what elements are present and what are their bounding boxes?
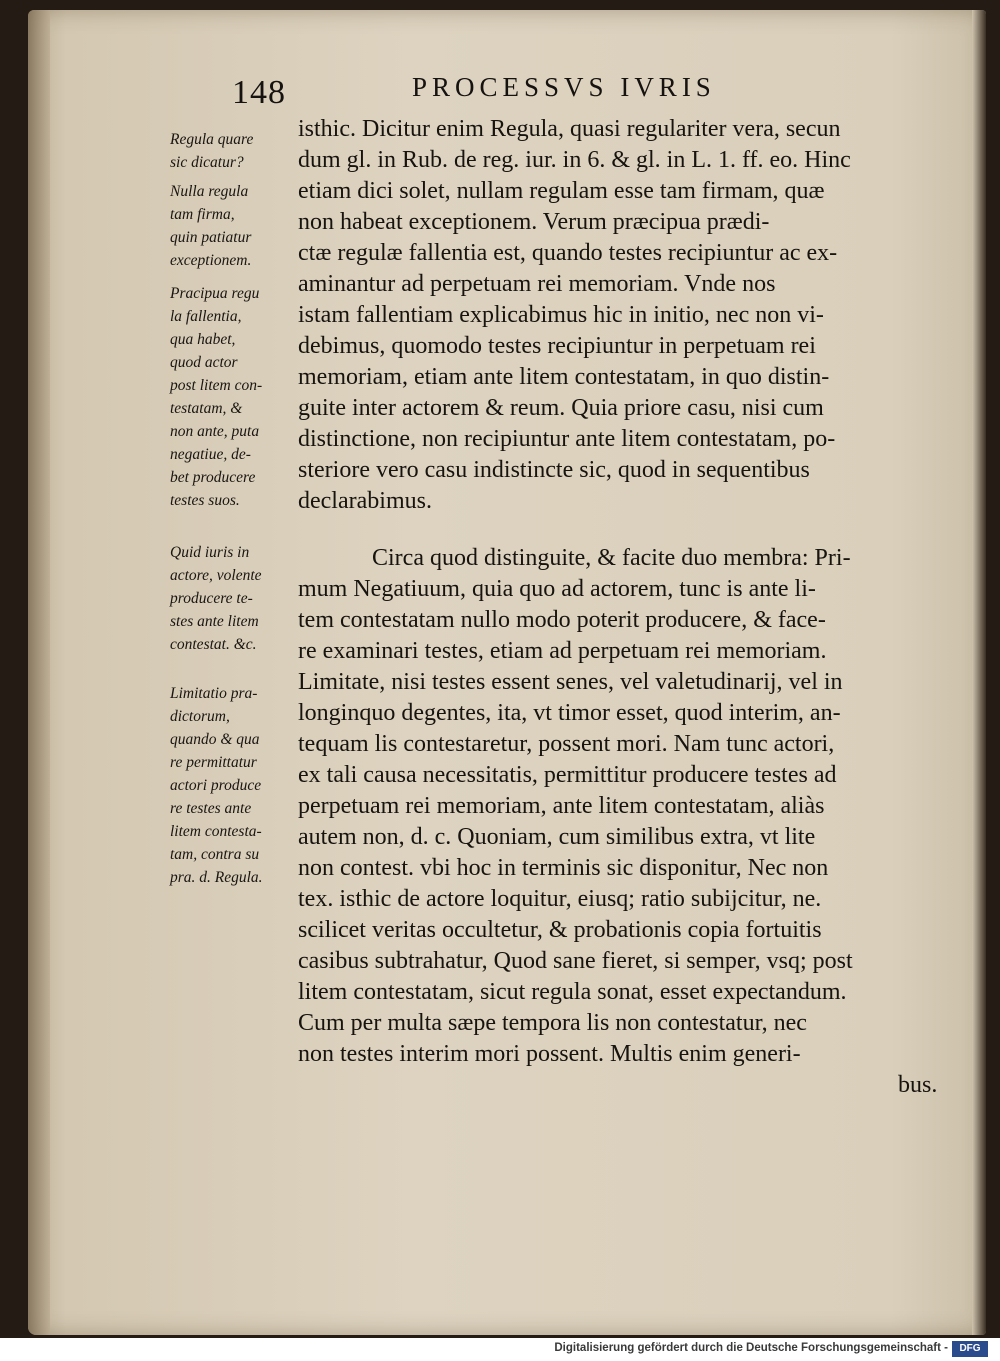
text-line: steriore vero casu indistincte sic, quod in sequentibus <box>298 457 810 483</box>
text-line: non habeat exceptionem. Verum præcipua prædi- <box>298 209 770 235</box>
text-line: ctæ regulæ fallentia est, quando testes recipiuntur ac ex- <box>298 240 838 266</box>
text-line: tem contestatam nullo modo poterit producere, & face- <box>298 607 826 633</box>
text-line: debimus, quomodo testes recipiuntur in perpetuam rei <box>298 333 816 359</box>
text-line: istam fallentiam explicabimus hic in initio, nec non vi- <box>298 302 824 328</box>
text-line: tex. isthic de actore loquitur, eiusq; ratio subijcitur, ne. <box>298 886 822 912</box>
margin-note: Nulla regula tam firma, quin patiatur exceptionem. <box>170 183 252 269</box>
text-line: autem non, d. c. Quoniam, cum similibus extra, vt lite <box>298 824 816 850</box>
text-line: aminantur ad perpetuam rei memoriam. Vnde nos <box>298 271 776 297</box>
text-line: dum gl. in Rub. de reg. iur. in 6. & gl. in L. 1. ff. eo. Hinc <box>298 147 851 173</box>
text-line: Limitate, nisi testes essent senes, vel valetudinarij, vel in <box>298 669 843 695</box>
text-line: scilicet veritas occultetur, & probationis copia fortuitis <box>298 917 822 943</box>
text-line: ex tali causa necessitatis, permittitur producere testes ad <box>298 762 837 788</box>
text-line: non testes interim mori possent. Multis enim generi- <box>298 1041 801 1067</box>
text-line: distinctione, non recipiuntur ante litem contestatam, po- <box>298 426 836 452</box>
text-line: re examinari testes, etiam ad perpetuam rei memoriam. <box>298 638 827 664</box>
margin-note: Limitatio pra- dictorum, quando & qua re permittatur actori produce re testes ante litem contesta- tam, contra su pra. d. Regula. <box>170 685 263 886</box>
text-line: litem contestatam, sicut regula sonat, esset expectandum. <box>298 979 847 1005</box>
text-line: tequam lis contestaretur, possent mori. Nam tunc actori, <box>298 731 835 757</box>
dfg-logo: DFG <box>952 1341 988 1357</box>
binding-shadow <box>972 10 986 1335</box>
text-line: perpetuam rei memoriam, ante litem contestatam, aliàs <box>298 793 825 819</box>
page-edge <box>28 10 50 1335</box>
text-line: longinquo degentes, ita, vt timor esset, quod interim, an- <box>298 700 841 726</box>
text-line: isthic. Dicitur enim Regula, quasi regulariter vera, secun <box>298 116 841 142</box>
text-line: Circa quod distinguite, & facite duo membra: Pri- <box>372 545 851 571</box>
text-line: Cum per multa sæpe tempora lis non contestatur, nec <box>298 1010 807 1036</box>
text-line: guite inter actorem & reum. Quia priore casu, nisi cum <box>298 395 824 421</box>
margin-note: Pracipua regu la fallentia, qua habet, quod actor post litem con- testatam, & non ante, puta negatiue, de- bet producere testes suos. <box>170 285 263 509</box>
page-number: 148 <box>232 74 286 111</box>
margin-note: Quid iuris in actore, volente producere te- stes ante litem contestat. &c. <box>170 544 262 653</box>
running-title: PROCESSVS IVRIS <box>412 72 716 102</box>
text-line: memoriam, etiam ante litem contestatam, in quo distin- <box>298 364 830 390</box>
text-line: mum Negatiuum, quia quo ad actorem, tunc is ante li- <box>298 576 816 602</box>
margin-note: Regula quare sic dicatur? <box>170 131 254 171</box>
text-line: declarabimus. <box>298 488 432 514</box>
text-line: casibus subtrahatur, Quod sane fieret, si semper, vsq; post <box>298 948 853 974</box>
text-line: non contest. vbi hoc in terminis sic disponitur, Nec non <box>298 855 829 881</box>
text-line: etiam dici solet, nullam regulam esse tam firmam, quæ <box>298 178 825 204</box>
catchword: bus. <box>898 1072 938 1098</box>
footer-credit: Digitalisierung gefördert durch die Deutsche Forschungsgemeinschaft - <box>554 1342 948 1354</box>
